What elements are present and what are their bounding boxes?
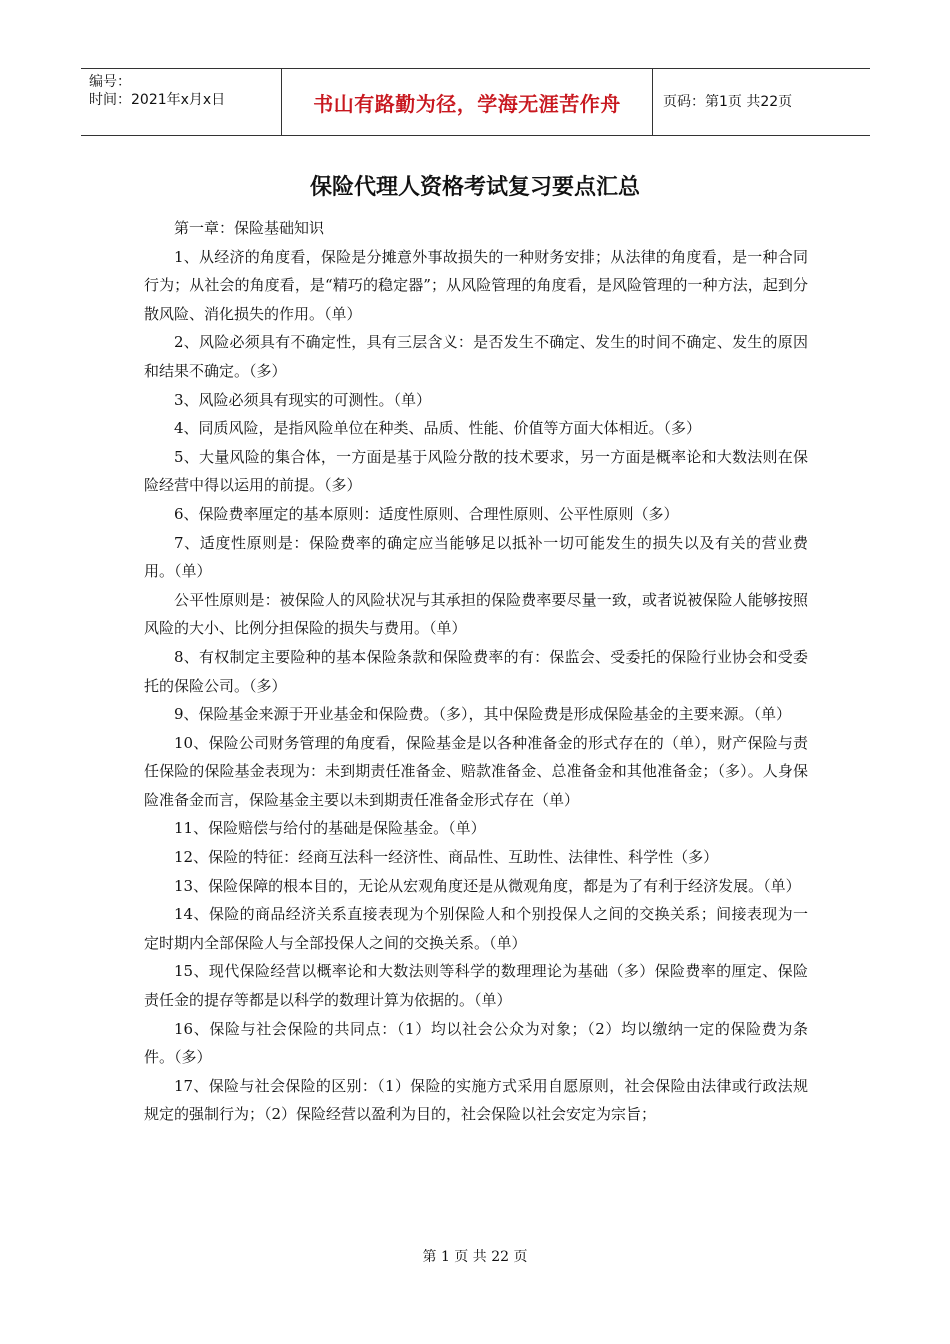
document-header: [81, 68, 870, 136]
paragraph: 12、保险的特征：经商互法科一经济性、商品性、互助性、法律性、科学性（多）: [174, 848, 719, 867]
header-page-info: 页码：第1页 共22页: [663, 94, 793, 110]
paragraph: 2、风险必须具有不确定性，具有三层含义：是否发生不确定、发生的时间不确定、发生的原因和结果不确定。（多）: [144, 333, 808, 380]
paragraph: 17、保险与社会保险的区别：（1）保险的实施方式采用自愿原则，社会保险由法律或行政法规规定的强制行为；（2）保险经营以盈利为目的，社会保险以社会安定为宗旨；: [144, 1076, 808, 1124]
paragraph: 14、保险的商品经济关系直接表现为个别保险人和个别投保人之间的交换关系；间接表现为一定时期内全部保险人与全部投保人之间的交换关系。（单）: [144, 905, 808, 952]
paragraph: 1、从经济的角度看，保险是分摊意外事故损失的一种财务安排；从法律的角度看，是一种合同行为；从社会的角度看，是“精巧的稳定器”；从风险管理的角度看，是风险管理的一种方法，起到分散风险、消化损失的作用。（单）: [144, 247, 808, 323]
paragraph: 10、保险公司财务管理的角度看，保险基金是以各种准备金的形式存在的（单），财产保险与责任保险的保险基金表现为：未到期责任准备金、赔款准备金、总准备金和其他准备金；（多）。人身保险准备金而言，保险基金主要以未到期责任准备金形式存在（单）: [144, 733, 808, 809]
number-label: 编号：: [89, 74, 131, 90]
paragraph: 6、保险费率厘定的基本原则：适度性原则、合理性原则、公平性原则（多）: [174, 504, 679, 523]
document-title: 保险代理人资格考试复习要点汇总: [309, 175, 640, 200]
paragraph: 5、大量风险的集合体，一方面是基于风险分散的技术要求，另一方面是概率论和大数法则在保险经营中得以运用的前提。（多）: [144, 447, 808, 495]
paragraph: 4、同质风险，是指风险单位在种类、品质、性能、价值等方面大体相近。（多）: [174, 419, 702, 438]
paragraph: 7、适度性原则是：保险费率的确定应当能够足以抵补一切可能发生的损失以及有关的营业费用。（单）: [144, 533, 808, 581]
date-label: 时间：2021年x月x日: [89, 92, 226, 108]
paragraph: 11、保险赔偿与给付的基础是保险基金。（单）: [174, 819, 486, 838]
paragraph: 8、有权制定主要险种的基本保险条款和保险费率的有：保监会、受委托的保险行业协会和受委托的保险公司。（多）: [144, 647, 808, 695]
header-meta: [81, 69, 281, 135]
paragraph: 13、保险保障的根本目的，无论从宏观角度还是从微观角度，都是为了有利于经济发展。（单）: [174, 876, 801, 895]
chapter-heading: 第一章：保险基础知识: [174, 219, 325, 237]
paragraph: 3、风险必须具有现实的可测性。（单）: [174, 390, 432, 409]
document-body: [144, 214, 808, 1129]
paragraph: 公平性原则是：被保险人的风险状况与其承担的保险费率要尽量一致，或者说被保险人能够按照风险的大小、比例分担保险的损失与费用。（单）: [144, 590, 808, 638]
paragraph: 9、保险基金来源于开业基金和保险费。（多），其中保险费是形成保险基金的主要来源。（单）: [174, 705, 792, 724]
paragraph: 15、现代保险经营以概率论和大数法则等科学的数理理论为基础（多）保险费率的厘定、保险责任金的提存等都是以科学的数理计算为依据的。（单）: [144, 962, 808, 1010]
paragraph: 16、保险与社会保险的共同点：（1）均以社会公众为对象；（2）均以缴纳一定的保险费为条件。（多）: [144, 1019, 808, 1067]
page-footer: 第 1 页 共 22 页: [422, 1249, 528, 1265]
header-motto: 书山有路勤为径，学海无涯苦作舟: [281, 69, 653, 135]
